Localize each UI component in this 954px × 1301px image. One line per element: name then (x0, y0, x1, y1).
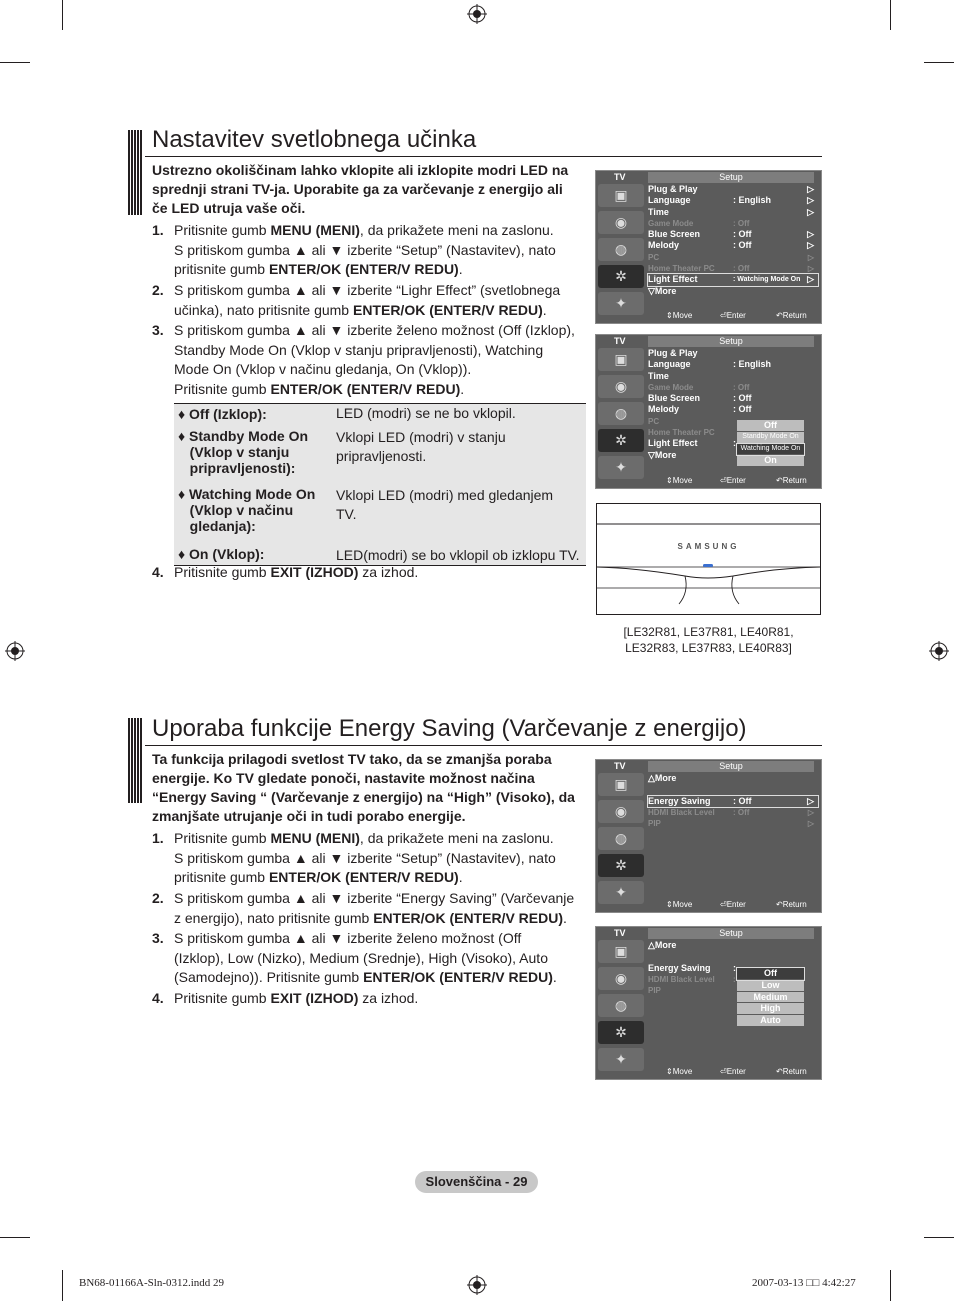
osd-item-label: PIP (648, 986, 661, 996)
osd-menu-item[interactable] (648, 382, 818, 393)
osd-menu-item[interactable] (648, 393, 818, 404)
osd-item-value: : Off (733, 240, 752, 251)
registration-mark-icon (929, 641, 949, 661)
step-4: 4. Pritisnite gumb EXIT (IZHOD) za izhod. (152, 990, 419, 1006)
crop-mark (924, 62, 954, 63)
section-intro: Ustrezno okoliščinam lahko vklopite ali izklopite modri LED na sprednji strani TV-ja. Uporabite ga za varčevanje z energijo ali če LED utruja vaše oči. (152, 162, 569, 216)
crop-mark (0, 1237, 30, 1238)
arrow-right-icon: ▷ (807, 240, 814, 251)
channel-icon: ◍ (598, 827, 644, 850)
dropdown-option[interactable]: High (737, 1003, 804, 1015)
setup-icon: ✲ (598, 1021, 644, 1044)
osd-item-label: Blue Screen (648, 229, 701, 240)
osd-menu-item[interactable] (648, 286, 818, 297)
osd-item-value: : Off (733, 807, 750, 817)
registration-mark-icon (467, 4, 487, 24)
step-1: 1. Pritisnite gumb MENU (MENI), da prikažete meni na zaslonu. S pritiskom gumba ▲ ali ▼ izberite “Setup” (Nastavitev), nato pritisnite gumb ENTER/OK (ENTER/V REDU). (152, 830, 556, 885)
page-number-badge: Slovenščina - 29 (415, 1171, 538, 1193)
osd-item-value: : (733, 438, 736, 449)
osd-items (648, 184, 818, 297)
osd-item-label: Energy Saving (648, 795, 711, 806)
osd-menu-item[interactable] (648, 184, 818, 195)
osd-item-label: ▽More (648, 285, 677, 296)
crop-mark (0, 62, 30, 63)
file-slug: BN68-01166A-Sln-0312.indd 29 (79, 1277, 225, 1289)
osd-menu-item[interactable] (648, 796, 818, 807)
osd-item-label: Game Mode (648, 218, 694, 228)
osd-item-label: Light Effect (648, 438, 698, 449)
osd-sidebar (598, 184, 644, 319)
osd-item-value: : Off (733, 229, 752, 240)
osd-item-label: Language (648, 359, 691, 370)
osd-menu-item[interactable] (648, 195, 818, 206)
osd-item-value: : Off (733, 795, 752, 806)
osd-footer: ⇕ Move ⏎ Enter ↶ Return (666, 900, 807, 909)
osd-footer: ⇕ Move ⏎ Enter ↶ Return (666, 311, 807, 320)
osd-menu-item[interactable] (648, 274, 818, 285)
sound-icon: ◉ (598, 967, 644, 990)
dropdown-option[interactable]: Watching Mode On (737, 444, 804, 456)
crop-mark (924, 1237, 954, 1238)
title-underline (145, 745, 822, 746)
osd-item-label: △More (648, 773, 677, 783)
osd-menu-item[interactable] (648, 207, 818, 218)
setup-icon: ✲ (598, 854, 644, 877)
picture-icon: ▣ (598, 184, 644, 207)
arrow-right-icon: ▷ (807, 252, 814, 262)
energy-saving-dropdown (737, 968, 804, 1027)
arrow-right-icon: ▷ (807, 229, 814, 240)
arrow-right-icon: ▷ (807, 206, 814, 217)
osd-sidebar (598, 940, 644, 1075)
input-icon: ✦ (598, 292, 644, 315)
step-3: 3. S pritiskom gumba ▲ ali ▼ izberite želeno možnost (Off (Izklop), Standby Mode On (Vklop v stanju pripravljenosti), Watching Mode On (Vklop v načinu gledanja, On (Vklop)). Pritisnite gumb ENTER/OK (ENTER/V REDU). (152, 322, 575, 397)
step-3: 3. S pritiskom gumba ▲ ali ▼ izberite želeno možnost (Off (Izklop), Low (Nizko), Medium (Srednje), High (Visoko), Auto (Samodejno)). Pritisnite gumb ENTER/OK (ENTER/V REDU). (152, 930, 557, 985)
osd-item-label: Blue Screen (648, 393, 701, 404)
step-4: 4. Pritisnite gumb EXIT (IZHOD) za izhod. (152, 564, 419, 580)
osd-item-label: △More (648, 940, 677, 950)
option-row: ♦ Watching Mode On (Vklop v načinu gledanja): Vklopi LED (modri) med gledanjem TV. (178, 486, 554, 534)
osd-menu-item[interactable] (648, 807, 818, 818)
osd-item-label: Home Theater PC (648, 264, 715, 274)
channel-icon: ◍ (598, 238, 644, 261)
section-title: Uporaba funkcije Energy Saving (Varčevanje z energijo) (152, 715, 747, 742)
dropdown-option[interactable]: Off (737, 420, 804, 432)
osd-item-value: : Off (733, 264, 750, 274)
osd-item-label: ▽More (648, 449, 677, 460)
crop-mark (890, 1270, 891, 1301)
section-title: Nastavitev svetlobnega učinka (152, 126, 477, 153)
osd-menu-item[interactable] (648, 229, 818, 240)
osd-item-label: PC (648, 416, 660, 426)
osd-item-label: Melody (648, 240, 680, 251)
osd-menu-item[interactable] (648, 240, 818, 251)
osd-item-value: : Off (733, 218, 750, 228)
osd-item-label: Energy Saving (648, 962, 711, 973)
arrow-right-icon: ▷ (807, 264, 814, 274)
option-row: ♦ Off (Izklop): LED (modri) se ne bo vklopil. (174, 404, 586, 429)
arrow-right-icon: ▷ (807, 195, 814, 206)
dropdown-option[interactable]: Medium (737, 992, 804, 1004)
osd-menu-item[interactable] (648, 263, 818, 274)
arrow-right-icon: ▷ (807, 184, 814, 194)
osd-item-label: Plug & Play (648, 184, 698, 194)
osd-item-label: Time (648, 206, 669, 217)
osd-item-value: : Watching Mode On (733, 276, 801, 284)
step-2: 2. S pritiskom gumba ▲ ali ▼ izberite “Energy Saving” (Varčevanje z energijo), nato pritisnite gumb ENTER/OK (ENTER/V REDU). (152, 890, 575, 926)
setup-icon: ✲ (598, 265, 644, 288)
osd-sidebar (598, 773, 644, 908)
osd-menu-item[interactable] (648, 818, 818, 829)
sound-icon: ◉ (598, 211, 644, 234)
input-icon: ✦ (598, 881, 644, 904)
osd-menu-item[interactable] (648, 252, 818, 263)
osd-item-label: Plug & Play (648, 348, 698, 358)
tv-illustration (596, 503, 821, 615)
registration-mark-icon (5, 641, 25, 661)
osd-item-label: Light Effect (648, 274, 698, 285)
osd-item-label: HDMI Black Level (648, 974, 715, 984)
sound-icon: ◉ (598, 375, 644, 398)
osd-menu-item[interactable] (648, 951, 818, 962)
step-1: 1. Pritisnite gumb MENU (MENI), da prikažete meni na zaslonu. S pritiskom gumba ▲ ali ▼ izberite “Setup” (Nastavitev), nato pritisnite gumb ENTER/OK (ENTER/V REDU). (152, 222, 556, 277)
osd-item-label: Language (648, 195, 691, 206)
osd-footer: ⇕ Move ⏎ Enter ↶ Return (666, 476, 807, 485)
input-icon: ✦ (598, 1048, 644, 1071)
osd-setup-menu: TV Setup ▣ ◉ ◍ ✲ ✦ Plug & Play ▷ Language : English ▷ Time ▷ Game Mode : Off Blue Screen : Off ▷ Melody : Off ▷ PC ▷ Home Theater PC : Off ▷ Light Effect : Watching Mode On ▷ ▽More ⇕ Move ⏎ Enter ↶ Return (595, 170, 822, 324)
osd-item-value: : English (733, 195, 771, 206)
osd-sidebar (598, 348, 644, 483)
dropdown-option[interactable]: Standby Mode On (737, 432, 804, 444)
arrow-right-icon: ▷ (807, 274, 814, 285)
osd-light-effect-menu: TV Setup ▣ ◉ ◍ ✲ ✦ Plug & Play Language : English Time Game Mode : Off Blue Screen : Off Melody : Off PC Home Theater PC Light Effect : ▽More Off Standby Mode On Watching Mode On On ⇕ Move ⏎ Enter ↶ Return (595, 334, 822, 489)
registration-mark-icon (467, 1275, 487, 1295)
model-list: [LE32R81, LE37R81, LE40R81, LE32R83, LE37R83, LE40R83] (623, 625, 794, 655)
osd-item-value: : Off (733, 382, 750, 392)
osd-menu-item[interactable] (648, 371, 818, 382)
osd-item-label: PC (648, 252, 660, 262)
osd-item-label: Game Mode (648, 382, 694, 392)
arrow-right-icon: ▷ (807, 795, 814, 806)
osd-menu-item[interactable] (648, 940, 818, 951)
osd-item-label: PIP (648, 819, 661, 829)
osd-item-label: Home Theater PC (648, 428, 715, 438)
crop-mark (62, 0, 63, 30)
picture-icon: ▣ (598, 773, 644, 796)
osd-footer: ⇕ Move ⏎ Enter ↶ Return (666, 1067, 807, 1076)
osd-menu-item[interactable] (648, 218, 818, 229)
date-slug: 2007-03-13 □□ 4:42:27 (752, 1277, 856, 1289)
arrow-right-icon: ▷ (807, 819, 814, 829)
option-row: ♦ On (Vklop): LED(modri) se bo vklopil ob izklopu TV. (174, 546, 586, 566)
osd-menu-item[interactable] (648, 348, 818, 359)
title-underline (145, 156, 822, 157)
dropdown-option[interactable]: Off (737, 968, 804, 980)
led-indicator (703, 564, 713, 567)
light-effect-dropdown (737, 420, 804, 467)
section-accent-bar (128, 718, 142, 803)
arrow-right-icon: ▷ (807, 807, 814, 817)
osd-menu-item[interactable] (648, 359, 818, 370)
osd-energy-menu: TV Setup ▣ ◉ ◍ ✲ ✦ △More Energy Saving : Off ▷ HDMI Black Level : Off ▷ PIP ▷ ⇕ Move ⏎ Enter ↶ Return (595, 759, 822, 913)
dropdown-option[interactable]: Low (737, 980, 804, 992)
section-accent-bar (128, 130, 142, 215)
channel-icon: ◍ (598, 994, 644, 1017)
step-2: 2. S pritiskom gumba ▲ ali ▼ izberite “Lighr Effect” (svetlobnega učinka), nato pritisnite gumb ENTER/OK (ENTER/V REDU). (152, 282, 561, 318)
crop-mark (890, 0, 891, 30)
osd-menu-item[interactable] (648, 784, 818, 795)
dropdown-option[interactable]: Auto (737, 1015, 804, 1027)
osd-item-value: : (733, 974, 736, 984)
sound-icon: ◉ (598, 800, 644, 823)
osd-items (648, 773, 818, 829)
section-intro: Ta funkcija prilagodi svetlost TV tako, da se zmanjša poraba energije. Ko TV gledate ponoči, nastavite možnost načina “Energy Saving “ (Varčevanje z energijo) na “High” (Visoko), da zmanjšate utrujanje oči in tudi porabo energije. (152, 751, 575, 824)
picture-icon: ▣ (598, 940, 644, 963)
brand-logo: SAMSUNG (677, 542, 740, 551)
setup-icon: ✲ (598, 429, 644, 452)
crop-mark (62, 1270, 63, 1301)
osd-item-value: : Off (733, 404, 752, 415)
options-table (174, 403, 586, 566)
dropdown-option[interactable]: On (737, 455, 804, 467)
osd-menu-item[interactable] (648, 773, 818, 784)
input-icon: ✦ (598, 456, 644, 479)
osd-item-value: : (733, 962, 736, 973)
osd-item-value: : Off (733, 393, 752, 404)
osd-item-label: Melody (648, 404, 680, 415)
option-row: ♦ Standby Mode On (Vklop v stanju pripravljenosti): Vklopi LED (modri) v stanju pripravljenosti. (178, 428, 506, 476)
osd-menu-item[interactable] (648, 404, 818, 415)
channel-icon: ◍ (598, 402, 644, 425)
osd-item-value: : English (733, 359, 771, 370)
osd-energy-options-menu: TV Setup ▣ ◉ ◍ ✲ ✦ △More Energy Saving : HDMI Black Level : PIP Off Low Medium High Auto ⇕ Move ⏎ Enter ↶ Return (595, 926, 822, 1080)
osd-item-label: HDMI Black Level (648, 807, 715, 817)
osd-item-label: Time (648, 370, 669, 381)
picture-icon: ▣ (598, 348, 644, 371)
